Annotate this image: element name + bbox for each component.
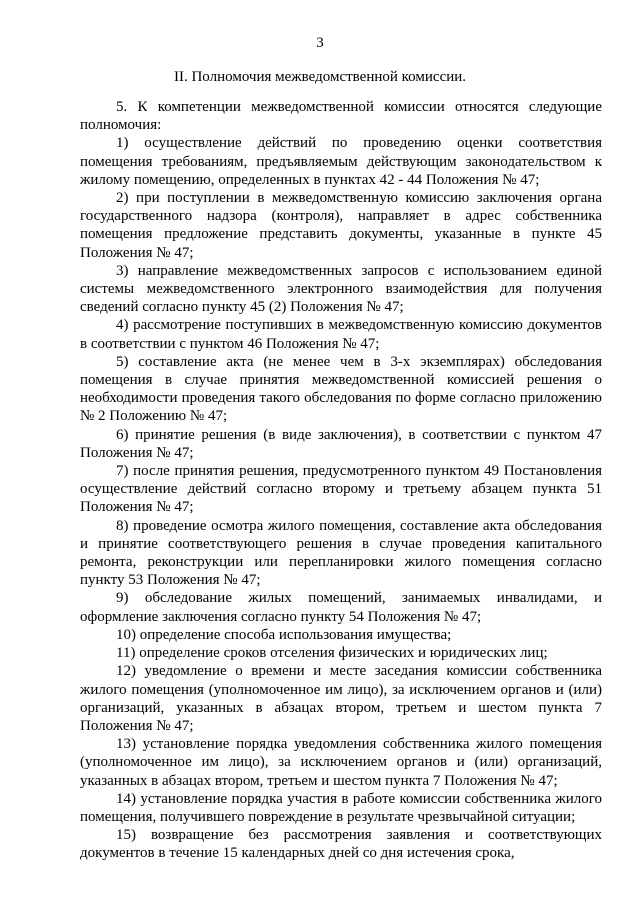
- paragraph-item-1: 1) осуществление действий по проведению оценки соответствия помещения требованиям, предъявляемым действующим законодательством к жилому помещению, определенных в пунктах 42 - 44 Положения № 47;: [80, 135, 602, 188]
- paragraph-item-11: 11) определение сроков отселения физических и юридических лиц;: [116, 645, 548, 662]
- section-heading: II. Полномочия межведомственной комиссии.: [173, 69, 467, 85]
- paragraph-item-4: 4) рассмотрение поступивших в межведомственную комиссию документов в соответствии с пунктом 46 Положения № 47;: [80, 317, 602, 352]
- paragraph-item-15: 15) возвращение без рассмотрения заявления и соответствующих документов в течение 15 календарных дней со дня истечения срока,: [80, 827, 602, 862]
- paragraph-item-13: 13) установление порядка уведомления собственника жилого помещения (уполномоченное им лицо), за исключением органов и (или) организаций, указанных в абзацах втором, третьем и шестом пункта 7 Положения № 47;: [80, 736, 602, 789]
- paragraph-intro: 5. К компетенции межведомственной комиссии относятся следующие полномочия:: [80, 99, 602, 134]
- page-number: 3: [316, 35, 324, 51]
- paragraph-item-10: 10) определение способа использования имущества;: [116, 626, 452, 643]
- paragraph-item-7: 7) после принятия решения, предусмотренного пунктом 49 Постановления осуществление действий согласно второму и третьему абзацем пункта 51 Положения № 47;: [80, 463, 602, 516]
- paragraph-item-3: 3) направление межведомственных запросов с использованием единой системы межведомственного электронного взаимодействия для получения сведений согласно пункту 45 (2) Положения № 47;: [80, 262, 602, 316]
- paragraph-item-8: 8) проведение осмотра жилого помещения, составление акта обследования и принятие соответствующего решения в случае проведения капитального ремонта, реконструкции или перепланировки жилого помещения согласно пункту 53 Положения № 47;: [80, 517, 602, 589]
- paragraph-item-5: 5) составление акта (не менее чем в 3-х экземплярах) обследования помещения в случае принятия межведомственной комиссией решения о необходимости проведения такого обследования по форме согласно приложению № 2 Положению № 47;: [80, 353, 602, 425]
- paragraph-item-9: 9) обследование жилых помещений, занимаемых инвалидами, и оформление заключения согласно пункту 54 Положения № 47;: [80, 590, 602, 625]
- document-body: [80, 98, 602, 863]
- paragraph-item-12: 12) уведомление о времени и месте заседания комиссии собственника жилого помещения (уполномоченное им лицо), за исключением органов и (или) организаций, указанных в абзацах втором, третьем и шестом пункта 7 Положения № 47;: [80, 663, 602, 734]
- paragraph-item-14: 14) установление порядка участия в работе комиссии собственника жилого помещения, получившего повреждение в результате чрезвычайной ситуации;: [80, 790, 602, 825]
- paragraph-item-2: 2) при поступлении в межведомственную комиссию заключения органа государственного надзора (контроля), направляет в адрес собственника помещения предложение представить документы, указанные в пункте 45 Положения № 47;: [80, 190, 602, 261]
- paragraph-item-6: 6) принятие решения (в виде заключения), в соответствии с пунктом 47 Положения № 47;: [80, 426, 602, 461]
